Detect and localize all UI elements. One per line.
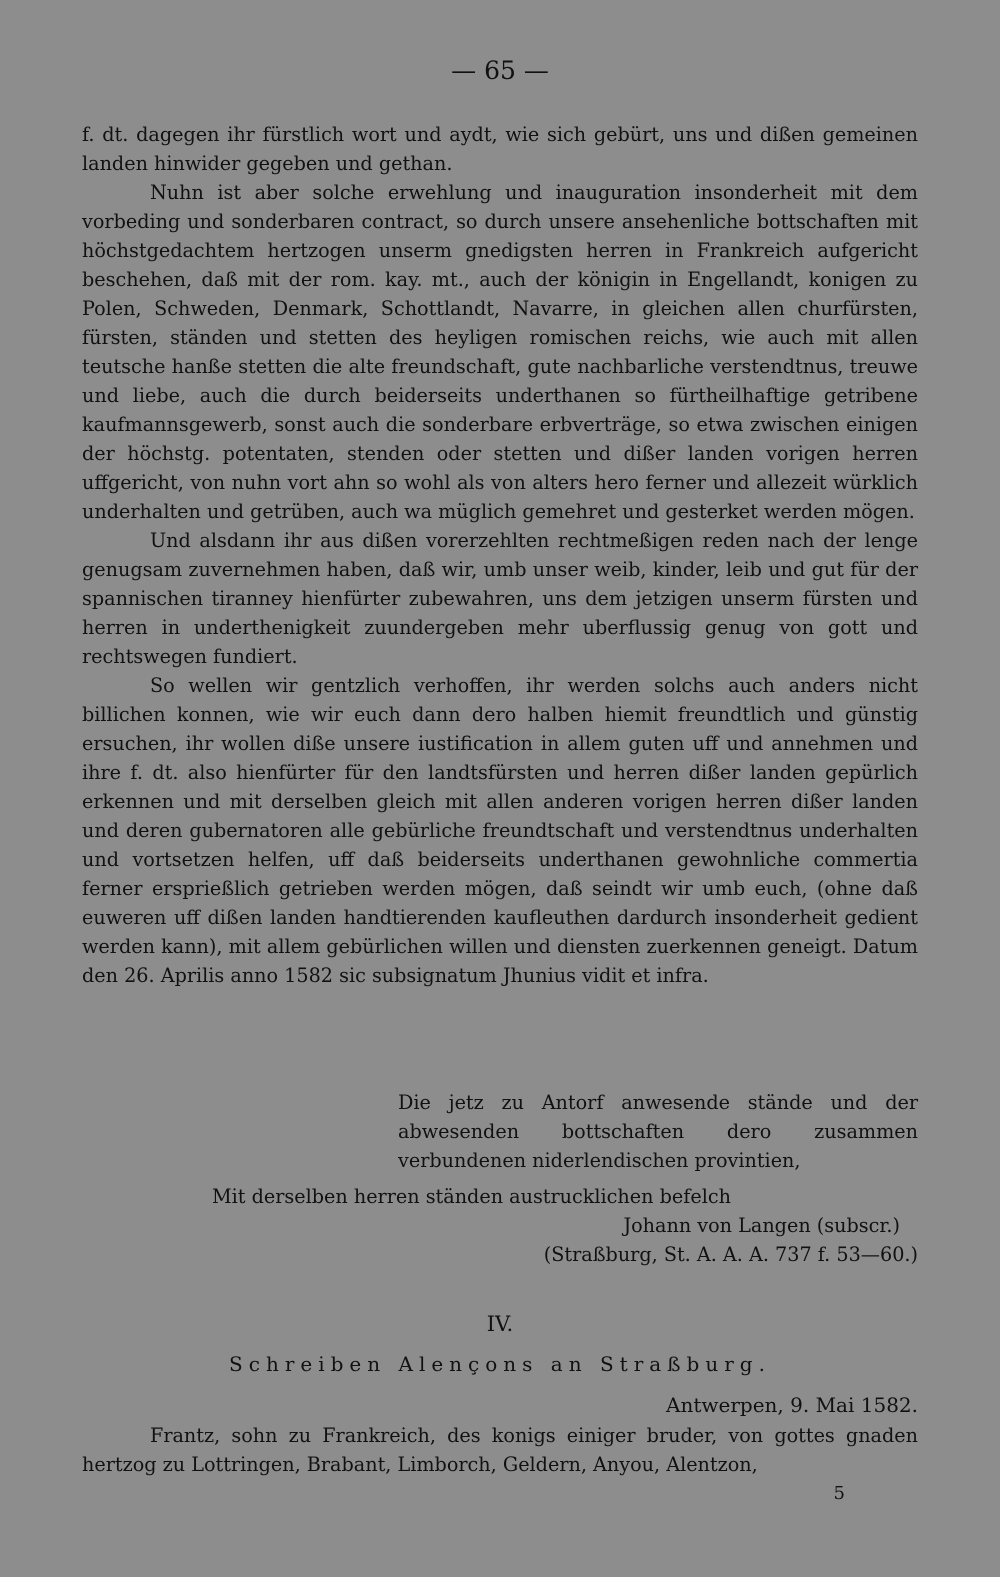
body-text: [82, 120, 918, 990]
signature-command: Mit derselben herren ständen austrucklichen befelch: [212, 1185, 731, 1208]
page-header: — 65 —: [451, 56, 549, 85]
signature-mark: 5: [833, 1483, 845, 1504]
signature-block-text: Die jetz zu Antorf anwesende stände und der abwesenden bottschaften dero zusammen verbundenen niderlendischen provintien,: [398, 1091, 918, 1172]
source-citation: (Straßburg, St. A. A. A. 737 f. 53—60.): [543, 1243, 918, 1266]
paragraph-4: So wellen wir gentzlich verhoffen, ihr werden solchs auch anders nicht billichen konnen, wie wir euch dann dero halben hiemit freundtlich und günstig ersuchen, ihr wollen diße unsere iustification in allem guten uff und annehmen und ihre f. dt. also hienfürter für den landtsfürsten und herren dißer landen gepürlich erkennen und mit derselben gleich mit allen anderen vorigen herren dißer landen und deren gubernatoren alle gebürliche freundtschaft und verstendtnus underhalten und vortsetzen helfen, uff daß beiderseits underthanen gewohnliche commertia ferner ersprießlich getrieben werden mögen, daß seindt wir umb euch, (ohne daß euweren uff dißen landen handtierenden kaufleuthen dardurch insonderheit gedient werden kann), mit allem gebürlichen willen und diensten zuerkennen geneigt. Datum den 26. Aprilis anno 1582 sic subsignatum Jhunius vidit et infra.: [82, 674, 918, 987]
paragraph-5: Frantz, sohn zu Frankreich, des konigs einiger bruder, von gottes gnaden hertzog zu Lottringen, Brabant, Limborch, Geldern, Anyou, Alentzon,: [82, 1424, 918, 1476]
document-title: Schreiben Alençons an Straßburg.: [229, 1352, 771, 1376]
paragraph-3: Und alsdann ihr aus dißen vorerzehlten rechtmeßigen reden nach der lenge genugsam zuvernehmen haben, daß wir, umb unser weib, kinder, leib und gut für der spannischen tiranney hienfürter zubewahren, uns dem jetzigen unserm fürsten und herren in underthenigkeit zuundergeben mehr uberflussig genug von gott und rechtswegen fundiert.: [82, 529, 918, 668]
document-date: Antwerpen, 9. Mai 1582.: [666, 1393, 918, 1417]
paragraph-2: Nuhn ist aber solche erwehlung und inauguration insonderheit mit dem vorbeding und sonderbaren contract, so durch unsere ansehenliche bottschaften mit höchstgedachtem hertzogen unserm gnedigsten herren in Frankreich aufgericht beschehen, daß mit der rom. kay. mt., auch der königin in Engellandt, konigen zu Polen, Schweden, Denmark, Schottlandt, Navarre, in gleichen allen churfürsten, fürsten, ständen und stetten des heyligen romischen reichs, wie auch mit allen teutsche hanße stetten die alte freundschaft, gute nachbarliche verstendtnus, treuwe und liebe, auch die durch beiderseits underthanen so fürtheilhaftige getribene kaufmannsgewerb, sonst auch die sonderbare erbverträge, so etwa zwischen einigen der höchstg. potentaten, stenden oder stetten und dißer landen vorigen herren uffgericht, von nuhn vort ahn so wohl als von alters hero ferner und allezeit würklich underhalten und getrüben, auch wa müglich gemehret und gesterket werden mögen.: [82, 181, 918, 523]
section-number: IV.: [486, 1312, 514, 1336]
paragraph-1: f. dt. dagegen ihr fürstlich wort und aydt, wie sich gebürt, uns und dißen gemeinen landen hinwider gegeben und gethan.: [82, 123, 918, 175]
next-text: [82, 1421, 918, 1479]
signature-name: Johann von Langen (subscr.): [623, 1214, 900, 1237]
signature-block: [398, 1088, 918, 1175]
